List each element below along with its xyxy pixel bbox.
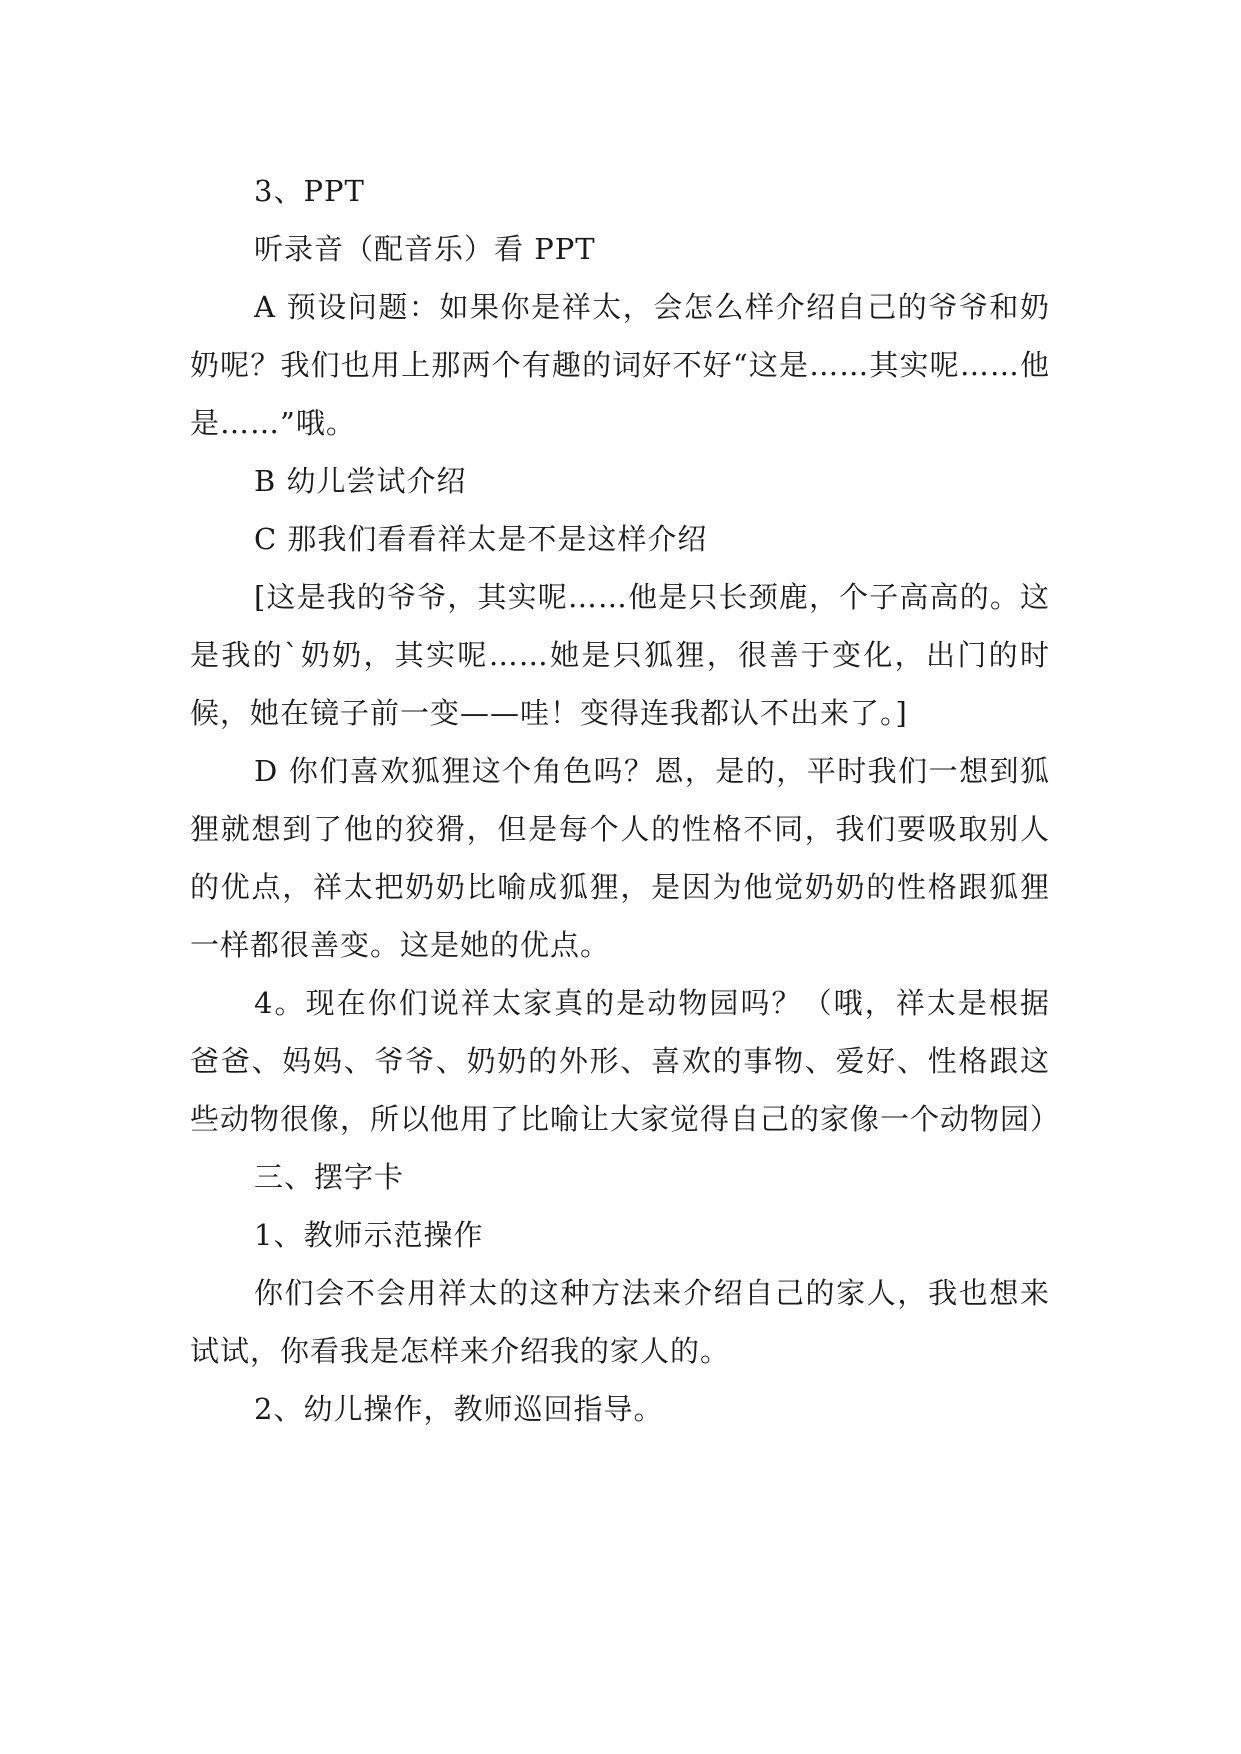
paragraph-children-try: B 幼儿尝试介绍 — [254, 464, 467, 498]
paragraph-children-operate: 2、幼儿操作，教师巡回指导。 — [254, 1392, 664, 1426]
paragraph-see-introduction: C 那我们看看祥太是不是这样介绍 — [254, 522, 708, 556]
paragraph-teacher-demo-text: 你们会不会用祥太的这种方法来介绍自己的家人，我也想来试试，你看我是怎样来介绍我的家人的。 — [190, 1276, 1050, 1368]
document-body — [190, 162, 1061, 1438]
section-heading-word-cards: 三、摆字卡 — [254, 1160, 405, 1194]
paragraph-teacher-demo: 1、教师示范操作 — [254, 1218, 484, 1252]
paragraph-ppt-heading: 3、PPT — [254, 174, 365, 208]
paragraph-listen-recording: 听录音（配音乐）看 PPT — [254, 232, 596, 266]
paragraph-zoo-question: 4。现在你们说祥太家真的是动物园吗？（哦，祥太是根据爸爸、妈妈、爷爷、奶奶的外形、喜欢的事物、爱好、性格跟这些动物很像，所以他用了比喻让大家觉得自己的家像一个动物园） — [190, 986, 1061, 1136]
paragraph-preset-question: A 预设问题：如果你是祥太，会怎么样介绍自己的爷爷和奶奶呢？我们也用上那两个有趣的词好不好“这是……其实呢……他是……”哦。 — [190, 290, 1050, 440]
paragraph-quoted-introduction: [这是我的爷爷，其实呢……他是只长颈鹿，个子高高的。这是我的`奶奶，其实呢……她是只狐狸，很善于变化，出门的时候，她在镜子前一变——哇！变得连我都认不出来了。] — [190, 580, 1050, 730]
paragraph-fox-discussion: D 你们喜欢狐狸这个角色吗？恩，是的，平时我们一想到狐狸就想到了他的狡猾，但是每个人的性格不同，我们要吸取别人的优点，祥太把奶奶比喻成狐狸，是因为他觉奶奶的性格跟狐狸一样都很善变。这是她的优点。 — [190, 754, 1050, 962]
